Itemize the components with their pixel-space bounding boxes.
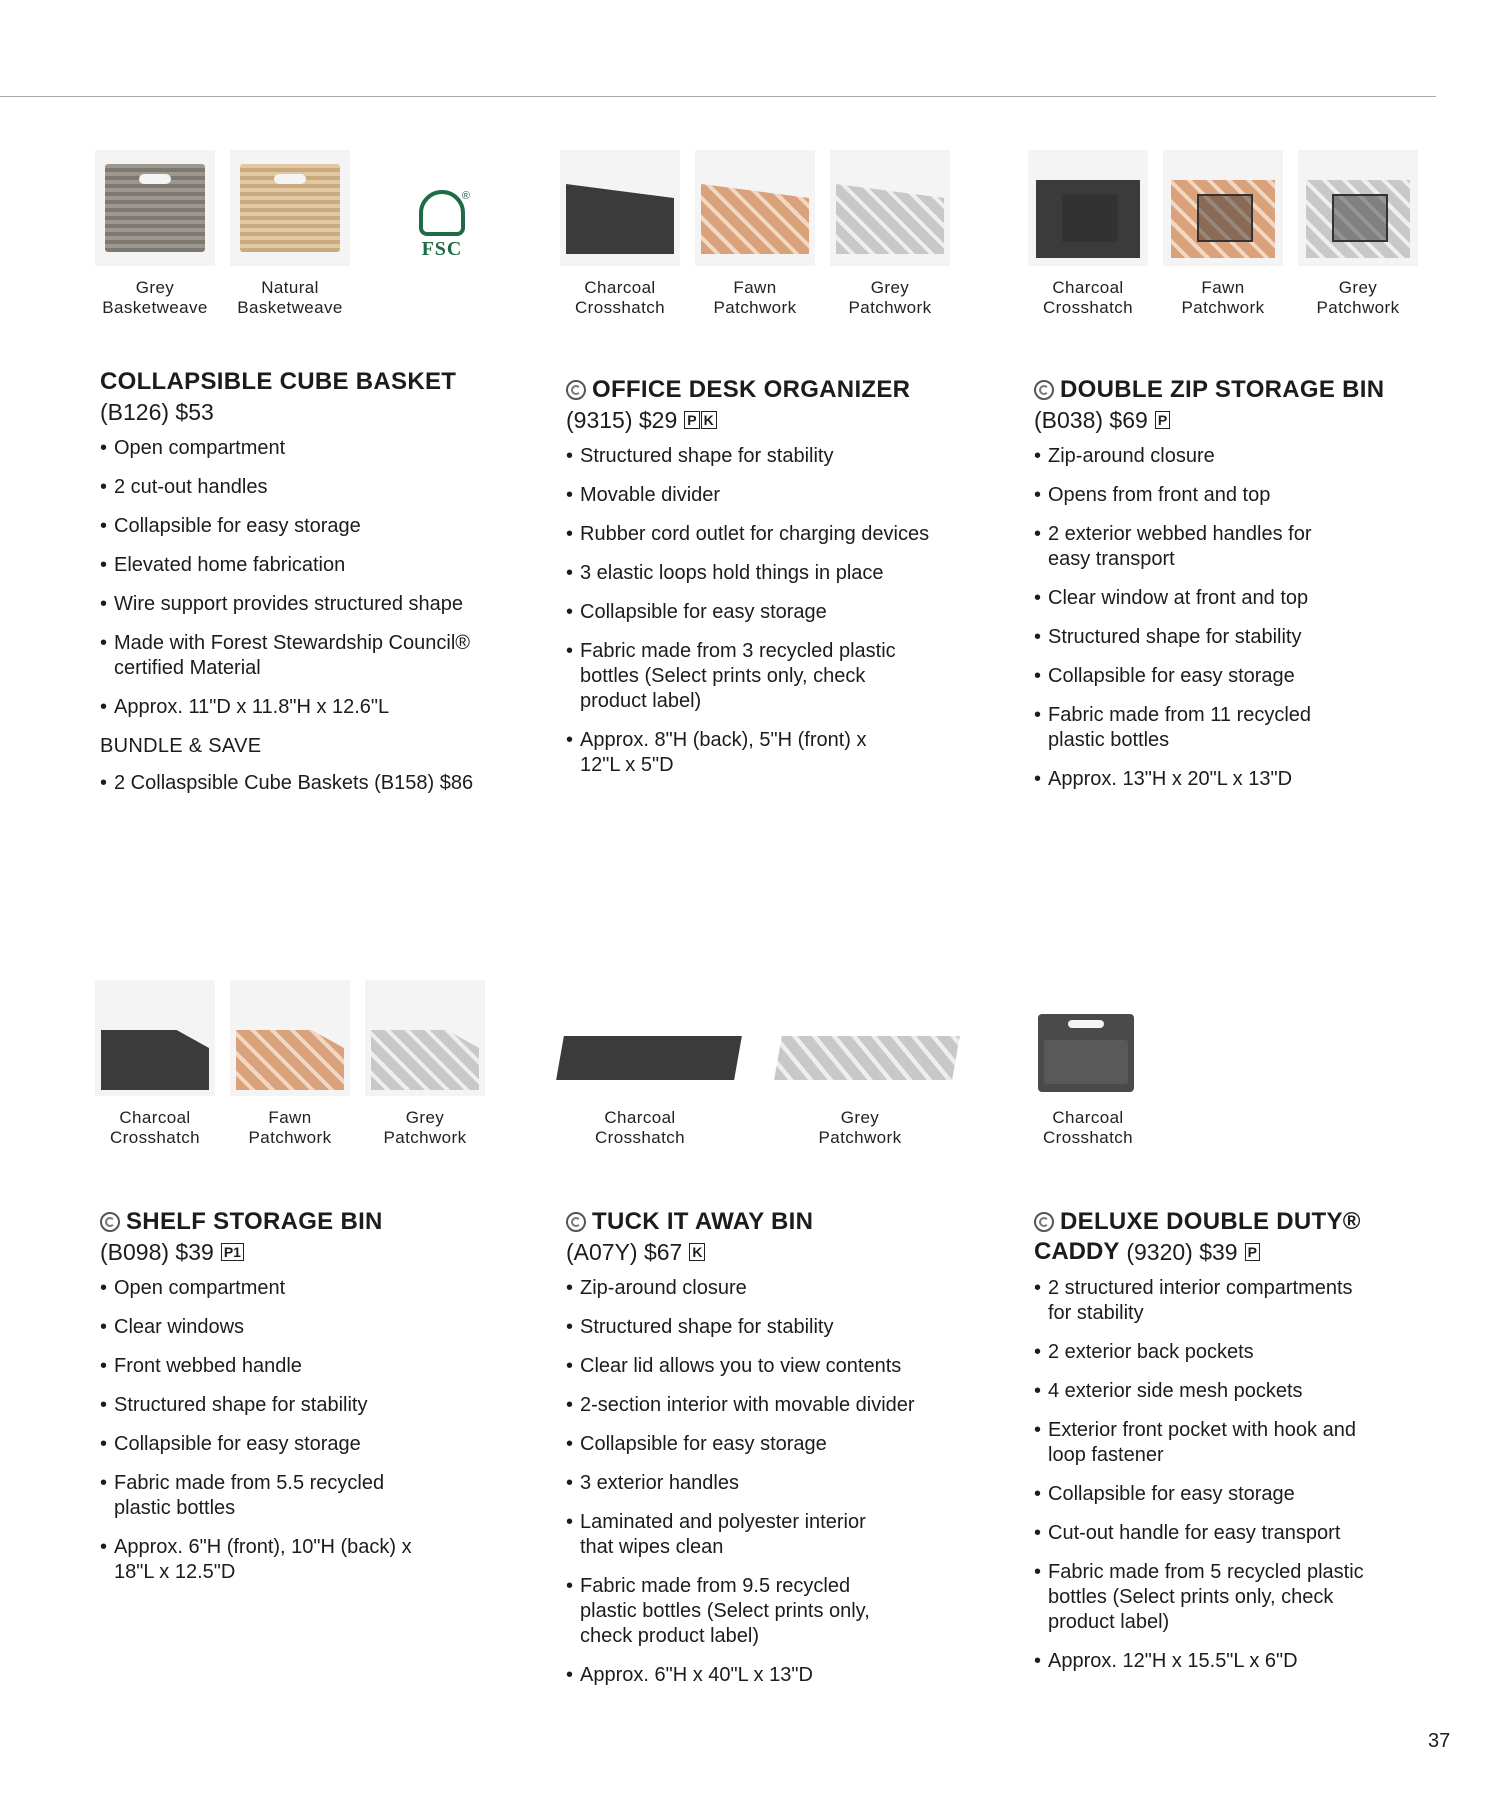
feature-item: • Collapsible for easy storage <box>566 600 966 625</box>
feature-list <box>566 1276 966 1688</box>
product-image <box>95 150 215 266</box>
product-code-price: (B038) $69 P <box>1034 406 1434 434</box>
product-code-price: CADDY (9320) $39 P <box>1034 1238 1434 1266</box>
page-number: 37 <box>1428 1730 1451 1752</box>
availability-badge: P <box>684 411 699 429</box>
feature-item: • Cut-out handle for easy transport <box>1034 1521 1434 1546</box>
feature-list <box>566 444 966 778</box>
feature-item: • Fabric made from 5.5 recycled plastic bottles <box>100 1471 414 1521</box>
product-image <box>1028 980 1148 1096</box>
feature-item: • Elevated home fabrication <box>100 553 500 578</box>
feature-item: • Approx. 12"H x 15.5"L x 6"D <box>1034 1649 1434 1674</box>
fsc-tree-icon <box>419 190 465 236</box>
feature-item: • Structured shape for stability <box>1034 625 1434 650</box>
swatch-charcoal-crosshatch: Charcoal Crosshatch <box>1028 980 1148 1148</box>
recycled-material-icon <box>1034 380 1054 400</box>
feature-item: • Exterior front pocket with hook and loop fastener <box>1034 1418 1358 1468</box>
product-image <box>560 150 680 266</box>
product-image <box>778 980 968 1096</box>
feature-item: • Clear window at front and top <box>1034 586 1434 611</box>
swatch-name: Grey <box>135 278 175 297</box>
swatch-grey-patchwork: Grey Patchwork <box>365 980 485 1148</box>
availability-badge: P1 <box>221 1243 244 1261</box>
feature-item: • Collapsible for easy storage <box>1034 1482 1434 1507</box>
feature-item: • 3 exterior handles <box>566 1471 966 1496</box>
bundle-item: • 2 Collaspsible Cube Baskets (B158) $86 <box>100 771 500 796</box>
product-title: OFFICE DESK ORGANIZER <box>566 376 966 404</box>
feature-item: • 2 exterior webbed handles for easy transport <box>1034 522 1328 572</box>
feature-item: • Fabric made from 3 recycled plastic bottles (Select prints only, check product label) <box>566 639 900 714</box>
swatch-pattern: Basketweave <box>237 298 343 317</box>
availability-badge: K <box>701 411 717 429</box>
swatch-grey-patchwork: Grey Patchwork <box>1298 150 1418 318</box>
product-image <box>1298 150 1418 266</box>
availability-badge: P <box>1245 1243 1260 1261</box>
swatch-fawn-patchwork: Fawn Patchwork <box>230 980 350 1148</box>
feature-item: • 2 exterior back pockets <box>1034 1340 1434 1365</box>
feature-item: • Rubber cord outlet for charging devices <box>566 522 966 547</box>
feature-item: • Clear windows <box>100 1315 500 1340</box>
feature-item: • Movable divider <box>566 483 966 508</box>
feature-list <box>1034 1276 1434 1674</box>
product-image <box>1028 150 1148 266</box>
product-code-price: (B126) $53 <box>100 399 214 425</box>
feature-item: • 3 elastic loops hold things in place <box>566 561 966 586</box>
feature-item: • 4 exterior side mesh pockets <box>1034 1379 1434 1404</box>
product-image <box>230 980 350 1096</box>
feature-item: • Collapsible for easy storage <box>566 1432 966 1457</box>
feature-item: • Made with Forest Stewardship Council® certified Material <box>100 631 474 681</box>
swatch-grey-basketweave <box>95 150 215 318</box>
product-code-price: (B098) $39 P1 <box>100 1238 500 1266</box>
feature-item: • Zip-around closure <box>1034 444 1434 469</box>
feature-item: • Approx. 11"D x 11.8"H x 12.6"L <box>100 695 500 720</box>
feature-item: • Opens from front and top <box>1034 483 1434 508</box>
swatch-charcoal-crosshatch: Charcoal Crosshatch <box>560 980 750 1148</box>
product-title: TUCK IT AWAY BIN <box>566 1208 966 1236</box>
product-image <box>365 980 485 1096</box>
feature-item: • Fabric made from 9.5 recycled plastic bottles (Select prints only, check product label) <box>566 1574 900 1649</box>
feature-item: • Laminated and polyester interior that wipes clean <box>566 1510 900 1560</box>
feature-item: • Approx. 6"H (front), 10"H (back) x 18"L x 12.5"D <box>100 1535 434 1585</box>
feature-item: • Approx. 13"H x 20"L x 13"D <box>1034 767 1434 792</box>
feature-item: • Structured shape for stability <box>100 1393 500 1418</box>
bundle-heading: BUNDLE & SAVE <box>100 735 262 757</box>
product-code-price: (A07Y) $67 K <box>566 1238 966 1266</box>
swatch-charcoal-crosshatch: Charcoal Crosshatch <box>560 150 680 318</box>
recycled-material-icon <box>566 380 586 400</box>
product-image <box>830 150 950 266</box>
feature-item: • Open compartment <box>100 1276 500 1301</box>
swatch-name: Natural <box>261 278 319 297</box>
product-code-price: (9315) $29 P K <box>566 406 966 434</box>
feature-item: • Front webbed handle <box>100 1354 500 1379</box>
feature-item: • 2 cut-out handles <box>100 475 500 500</box>
top-divider <box>0 96 1436 97</box>
product-title: COLLAPSIBLE CUBE BASKET <box>100 368 457 395</box>
feature-item: • Approx. 6"H x 40"L x 13"D <box>566 1663 966 1688</box>
product-title: DOUBLE ZIP STORAGE BIN <box>1034 376 1434 404</box>
product-title: SHELF STORAGE BIN <box>100 1208 500 1236</box>
availability-badge: K <box>689 1243 705 1261</box>
feature-item: • Approx. 8"H (back), 5"H (front) x 12"L x 5"D <box>566 728 890 778</box>
swatch-charcoal-crosshatch: Charcoal Crosshatch <box>1028 150 1148 318</box>
swatch-fawn-patchwork: Fawn Patchwork <box>695 150 815 318</box>
swatch-natural-basketweave <box>230 150 350 318</box>
feature-list <box>100 436 500 720</box>
product-title-line2: CADDY <box>1034 1238 1120 1265</box>
product-image <box>560 980 750 1096</box>
product-title: DELUXE DOUBLE DUTY® <box>1034 1208 1434 1236</box>
product-image <box>95 980 215 1096</box>
feature-item: • Zip-around closure <box>566 1276 966 1301</box>
feature-item: • Fabric made from 5 recycled plastic bottles (Select prints only, check product label) <box>1034 1560 1368 1635</box>
feature-item: • Collapsible for easy storage <box>100 1432 500 1457</box>
feature-item: • Fabric made from 11 recycled plastic bottles <box>1034 703 1348 753</box>
feature-item: • Structured shape for stability <box>566 444 966 469</box>
recycled-material-icon <box>1034 1212 1054 1232</box>
feature-item: • Wire support provides structured shape <box>100 592 500 617</box>
feature-item: • Open compartment <box>100 436 500 461</box>
recycled-material-icon <box>100 1212 120 1232</box>
feature-item: • Structured shape for stability <box>566 1315 966 1340</box>
feature-item: • Collapsible for easy storage <box>1034 664 1434 689</box>
product-image <box>695 150 815 266</box>
product-image <box>230 150 350 266</box>
feature-list <box>100 1276 500 1585</box>
swatch-charcoal-crosshatch: Charcoal Crosshatch <box>95 980 215 1148</box>
availability-badge: P <box>1155 411 1170 429</box>
feature-item: • 2-section interior with movable divider <box>566 1393 966 1418</box>
fsc-logo: ® FSC <box>402 190 482 280</box>
feature-item: • 2 structured interior compartments for stability <box>1034 1276 1378 1326</box>
recycled-material-icon <box>566 1212 586 1232</box>
bundle-list <box>100 771 500 796</box>
product-image <box>1163 150 1283 266</box>
swatch-fawn-patchwork: Fawn Patchwork <box>1163 150 1283 318</box>
swatch-grey-patchwork: Grey Patchwork <box>778 980 968 1148</box>
swatch-grey-patchwork: Grey Patchwork <box>830 150 950 318</box>
swatch-pattern: Basketweave <box>102 298 208 317</box>
feature-list <box>1034 444 1434 792</box>
feature-item: • Clear lid allows you to view contents <box>566 1354 966 1379</box>
feature-item: • Collapsible for easy storage <box>100 514 500 539</box>
